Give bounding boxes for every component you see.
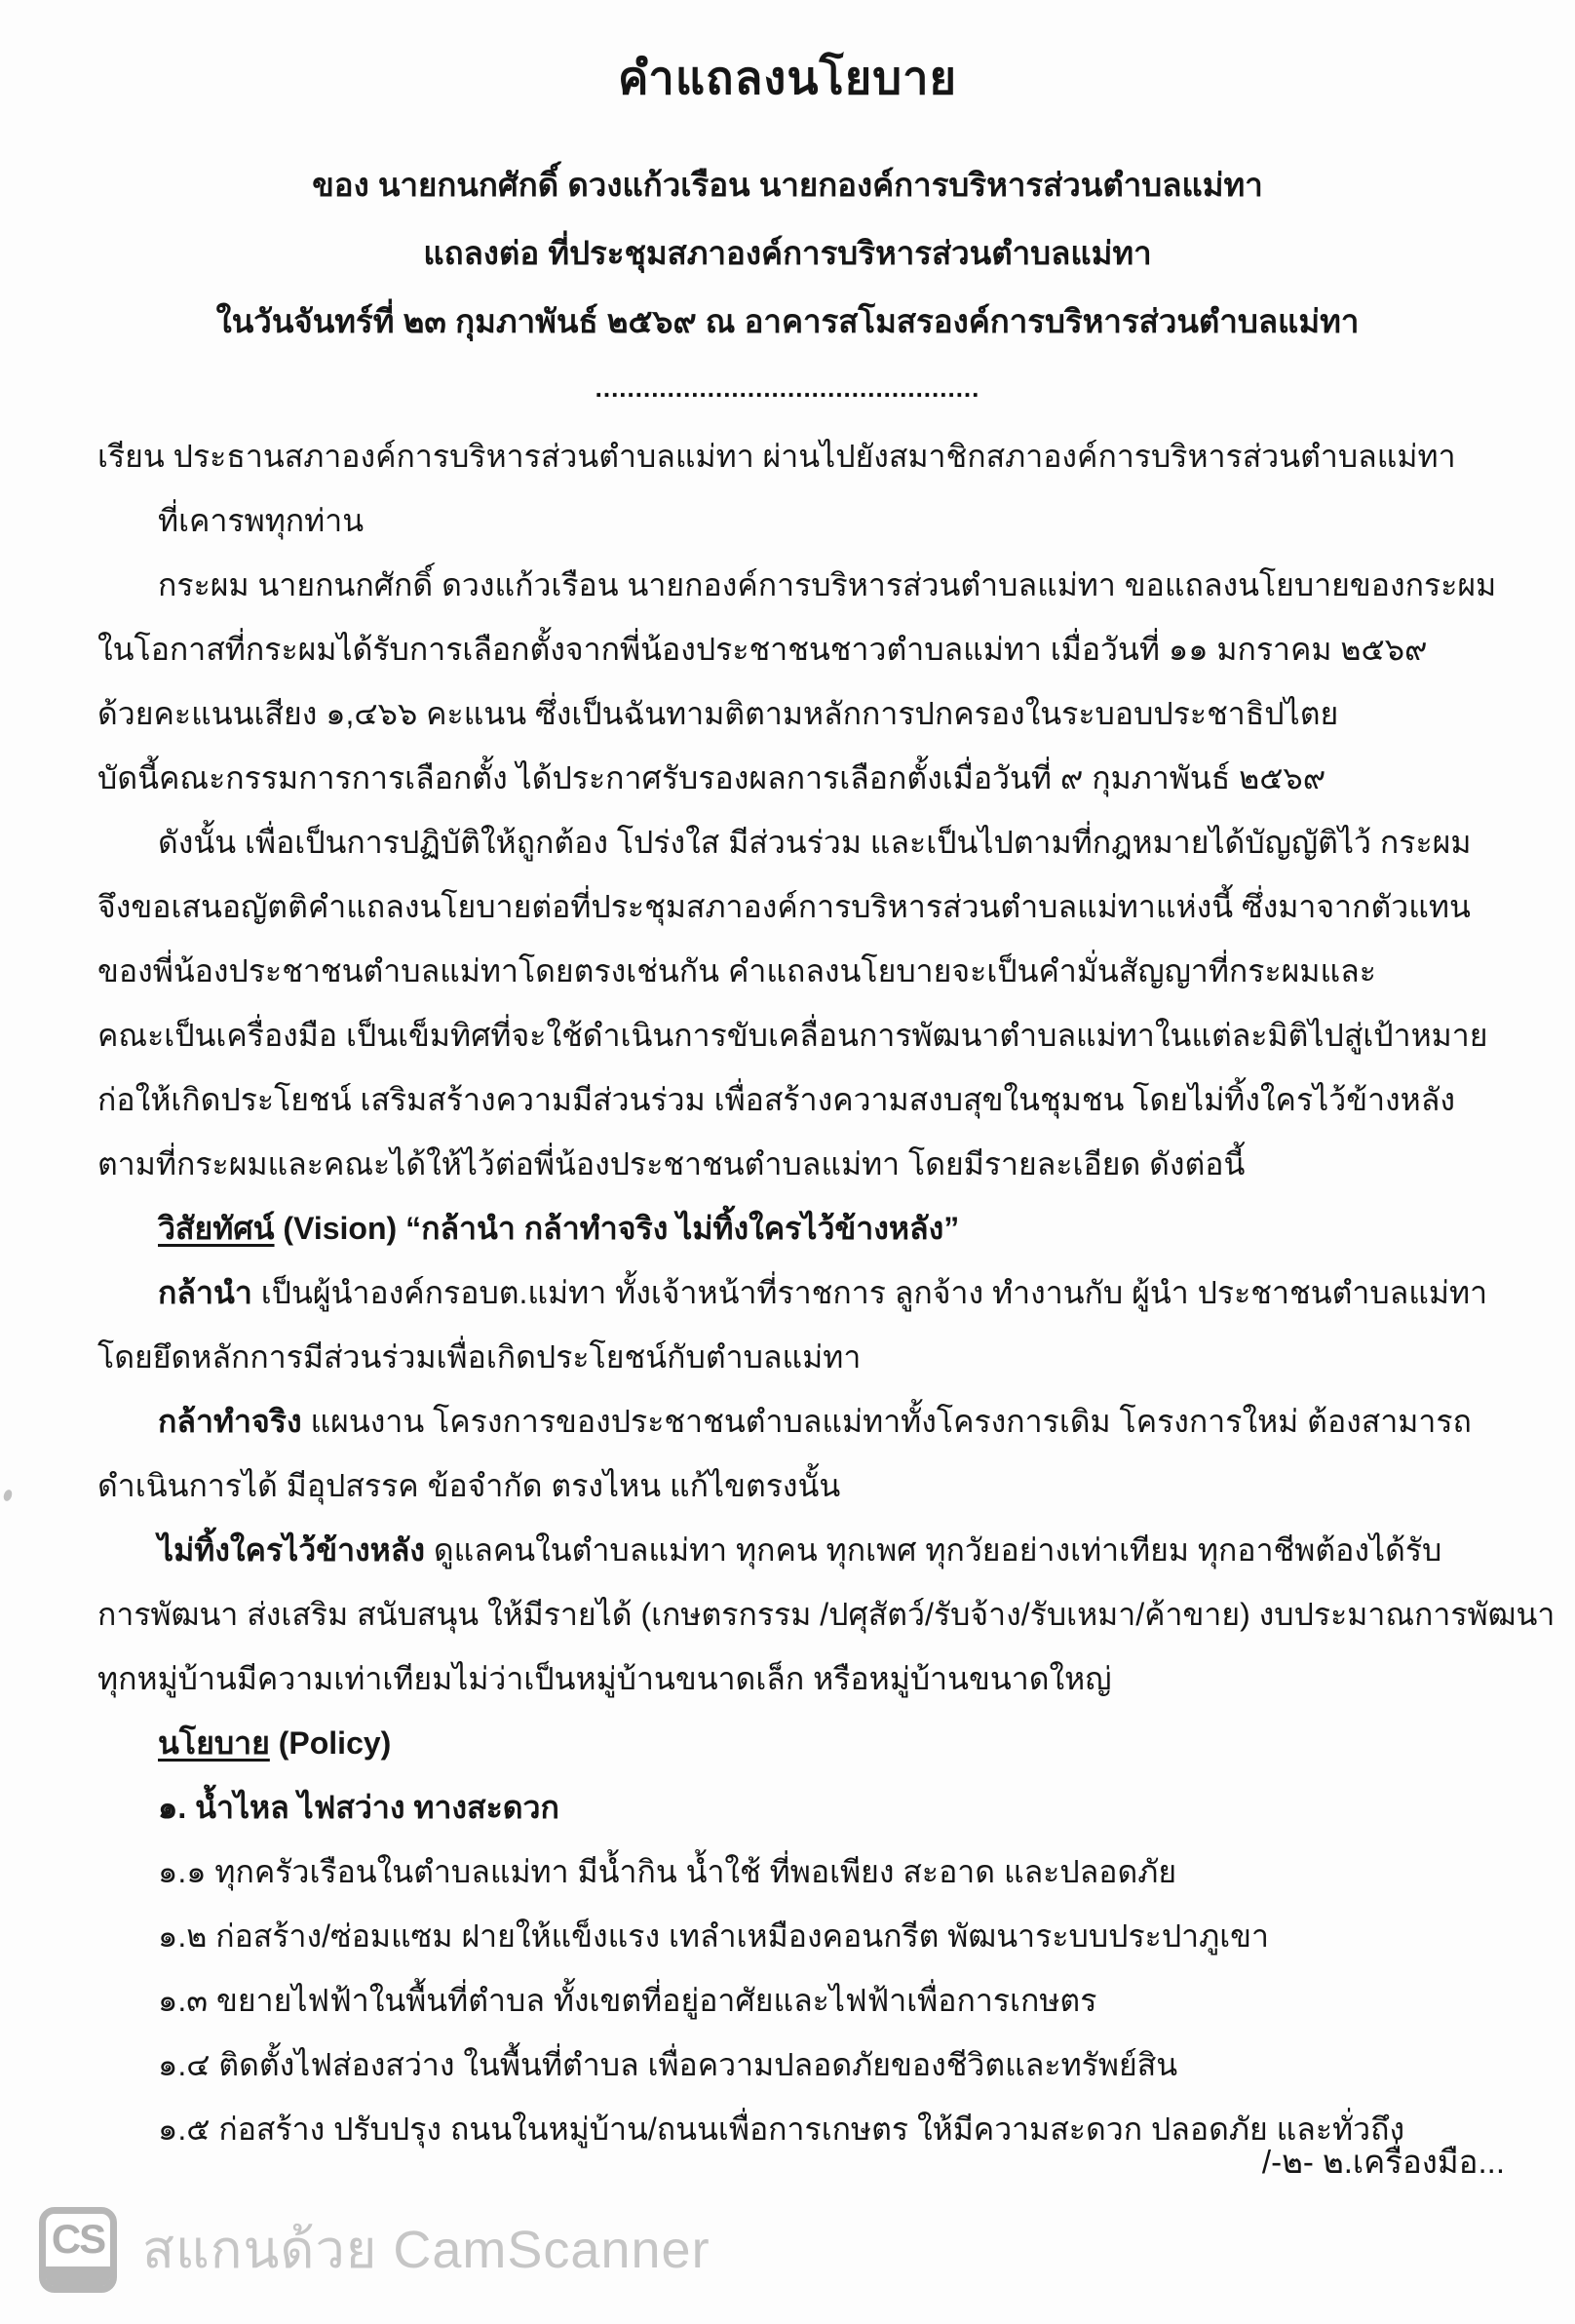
document-line-6: บัดนี้คณะกรรมการการเลือกตั้ง ได้ประกาศรับรองผลการเลือกตั้งเมื่อวันที่ ๙ กุมภาพันธ์ ๒๕๖๙ [97, 760, 1326, 795]
document-line-26: ๑.๔ ติดตั้งไฟส่องสว่าง ในพื้นที่ตำบล เพื่อความปลอดภัยของชีวิตและทรัพย์สิน [158, 2047, 1178, 2082]
document-line-18 [97, 1518, 1513, 1582]
line-rest-text: (Policy) [269, 1725, 392, 1761]
camscanner-icon-letters: CS [51, 2216, 105, 2262]
header-presenter-line: ของ นายกนกศักดิ์ ดวงแก้วเรือน นายกองค์การบริหารส่วนตำบลแม่ทา [312, 167, 1263, 203]
line-rest-text: แผนงาน โครงการของประชาชนตำบลแม่ทาทั้งโครงการเดิม โครงการใหม่ ต้องสามารถ [301, 1404, 1472, 1439]
document-line-22: ๑. น้ำไหล ไฟสว่าง ทางสะดวก [158, 1790, 559, 1825]
document-line-17: ดำเนินการได้ มีอุปสรรค ข้อจำกัด ตรงไหน แก้ไขตรงนั้น [97, 1468, 841, 1503]
document-line-10: คณะเป็นเครื่องมือ เป็นเข็มทิศที่จะใช้ดำเนินการขับเคลื่อนการพัฒนาตำบลแม่ทาในแต่ละมิติไปสู่เป้าหมาย [97, 1018, 1488, 1053]
document-line-23: ๑.๑ ทุกครัวเรือนในตำบลแม่ทา มีน้ำกิน น้ำใช้ ที่พอเพียง สะอาด และปลอดภัย [158, 1854, 1177, 1889]
document-header [0, 49, 1575, 403]
line-lead-text: นโยบาย [158, 1725, 270, 1761]
document-title: คำแถลงนโยบาย [617, 52, 957, 103]
header-audience-line: แถลงต่อ ที่ประชุมสภาองค์การบริหารส่วนตำบลแม่ทา [423, 235, 1152, 271]
document-line-19: การพัฒนา ส่งเสริม สนับสนุน ให้มีรายได้ (เกษตรกรรม /ปศุสัตว์/รับจ้าง/รับเหมา/ค้าขาย) งบประมาณการพัฒนา [97, 1597, 1556, 1632]
document-line-4: ในโอกาสที่กระผมได้รับการเลือกตั้งจากพี่น้องประชาชนชาวตำบลแม่ทา เมื่อวันที่ ๑๑ มกราคม ๒๕๖๙ [97, 632, 1428, 667]
line-rest-text: (Vision) “กล้านำ กล้าทำจริง ไม่ทิ้งใครไว้ข้างหลัง” [274, 1211, 960, 1246]
camscanner-watermark [39, 2207, 711, 2293]
document-line-27: ๑.๕ ก่อสร้าง ปรับปรุง ถนนในหมู่บ้าน/ถนนเพื่อการเกษตร ให้มีความสะดวก ปลอดภัย และทั่วถึง [158, 2111, 1405, 2147]
watermark-text: สแกนด้วย CamScanner [142, 2221, 711, 2279]
line-lead-text: กล้าทำจริง [158, 1404, 302, 1439]
page-continuation-note: /-๒- ๒.เครื่องมือ... [1261, 2144, 1505, 2180]
line-lead-text: กล้านำ [158, 1275, 252, 1310]
document-line-5: ด้วยคะแนนเสียง ๑,๔๖๖ คะแนน ซึ่งเป็นฉันทามติตามหลักการปกครองในระบอบประชาธิปไตย [97, 696, 1339, 731]
document-line-7: ดังนั้น เพื่อเป็นการปฏิบัติให้ถูกต้อง โปร่งใส มีส่วนร่วม และเป็นไปตามที่กฎหมายได้บัญญัติไว้ กระผม [158, 825, 1472, 860]
line-rest-text: ดูแลคนในตำบลแม่ทา ทุกคน ทุกเพศ ทุกวัยอย่างเท่าเทียม ทุกอาชีพต้องได้รับ [424, 1532, 1442, 1568]
document-line-20: ทุกหมู่บ้านมีความเท่าเทียมไม่ว่าเป็นหมู่บ้านขนาดเล็ก หรือหมู่บ้านขนาดใหญ่ [97, 1661, 1112, 1696]
document-line-8: จึงขอเสนอญัตติคำแถลงนโยบายต่อที่ประชุมสภาองค์การบริหารส่วนตำบลแม่ทาแห่งนี้ ซึ่งมาจากตัวแทน [97, 889, 1471, 924]
document-line-14 [97, 1260, 1513, 1325]
document-line-1: เรียน ประธานสภาองค์การบริหารส่วนตำบลแม่ทา ผ่านไปยังสมาชิกสภาองค์การบริหารส่วนตำบลแม่ทา [97, 439, 1456, 474]
document-line-16 [97, 1389, 1513, 1453]
document-line-13 [97, 1196, 1513, 1260]
header-date-venue-line: ในวันจันทร์ที่ ๒๓ กุมภาพันธ์ ๒๕๖๙ ณ อาคารสโมสรองค์การบริหารส่วนตำบลแม่ทา [215, 303, 1360, 339]
document-line-12: ตามที่กระผมและคณะได้ให้ไว้ต่อพี่น้องประชาชนตำบลแม่ทา โดยมีรายละเอียด ดังต่อนี้ [97, 1146, 1246, 1181]
document-line-9: ของพี่น้องประชาชนตำบลแม่ทาโดยตรงเช่นกัน คำแถลงนโยบายจะเป็นคำมั่นสัญญาที่กระผมและ [97, 953, 1376, 988]
document-body [97, 424, 1556, 2161]
document-line-25: ๑.๓ ขยายไฟฟ้าในพื้นที่ตำบล ทั้งเขตที่อยู่อาศัยและไฟฟ้าเพื่อการเกษตร [158, 1983, 1097, 2018]
document-line-2: ที่เคารพทุกท่าน [158, 503, 365, 538]
line-lead-text: ไม่ทิ้งใครไว้ข้างหลัง [158, 1532, 425, 1568]
line-lead-text: วิสัยทัศน์ [158, 1211, 275, 1246]
document-subtitles [0, 151, 1575, 356]
camscanner-icon-strip [46, 2266, 110, 2286]
scan-artifact-dot [2, 1489, 14, 1502]
document-line-3: กระผม นายกนกศักดิ์ ดวงแก้วเรือน นายกองค์การบริหารส่วนตำบลแม่ทา ขอแถลงนโยบายของกระผม [158, 567, 1497, 602]
document-line-15: โดยยึดหลักการมีส่วนร่วมเพื่อเกิดประโยชน์กับตำบลแม่ทา [97, 1339, 862, 1375]
document-line-21 [97, 1711, 1513, 1775]
camscanner-icon [39, 2207, 117, 2293]
document-line-11: ก่อให้เกิดประโยชน์ เสริมสร้างความมีส่วนร่วม เพื่อสร้างความสงบสุขในชุมชน โดยไม่ทิ้งใครไว้ข้างหลัง [97, 1082, 1455, 1117]
line-rest-text: เป็นผู้นำองค์กรอบต.แม่ทา ทั้งเจ้าหน้าที่ราชการ ลูกจ้าง ทำงานกับ ผู้นำ ประชาชนตำบลแม่ทา [251, 1275, 1488, 1310]
separator-dots: ................................................ [595, 373, 980, 403]
document-line-24: ๑.๒ ก่อสร้าง/ซ่อมแซม ฝายให้แข็งแรง เทลำเหมืองคอนกรีต พัฒนาระบบประปาภูเขา [158, 1918, 1269, 1954]
